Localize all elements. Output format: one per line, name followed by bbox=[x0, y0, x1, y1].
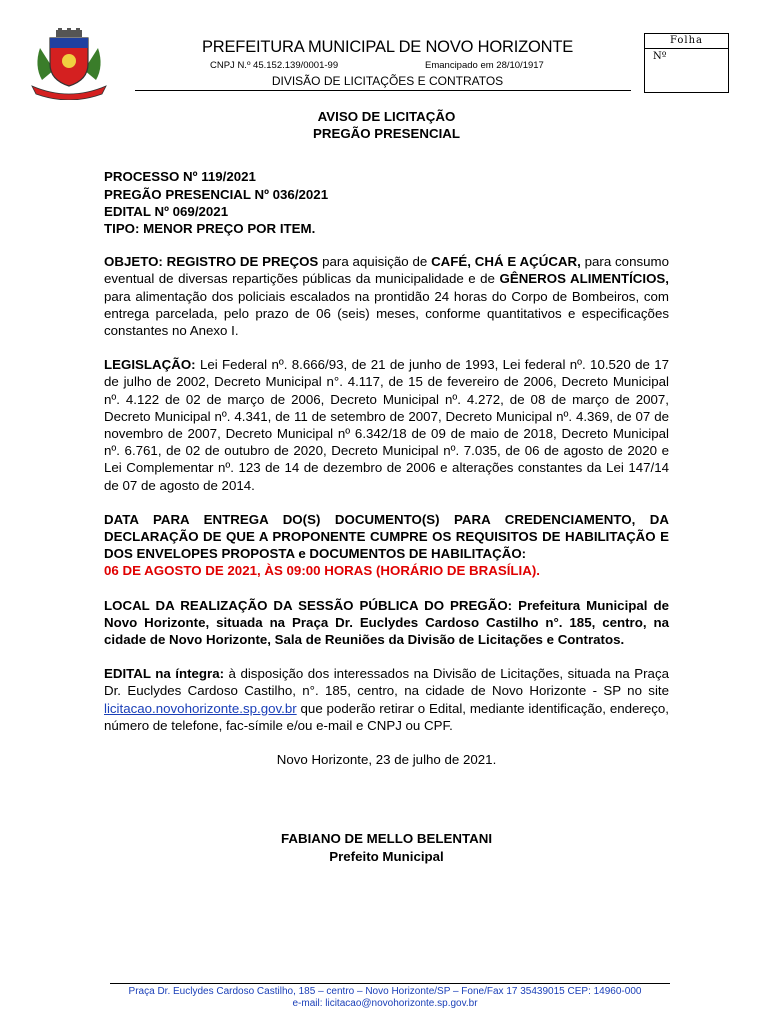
notice-subtitle: PREGÃO PRESENCIAL bbox=[312, 126, 461, 142]
data-entrega-date: 06 DE AGOSTO DE 2021, ÀS 09:00 HORAS (HORÁRIO DE BRASÍLIA). bbox=[104, 563, 540, 579]
edital-integra-text-1: à disposição dos interessados na Divisão de Licitações, situada na Praça Dr. Euclydes Cardoso Castilho, n°. 185, centro, na cidade de Novo Horizonte - SP no site bbox=[104, 666, 669, 699]
header-emancipado: Emancipado em 28/10/1917 bbox=[425, 60, 544, 71]
edital-site-link[interactable]: licitacao.novohorizonte.sp.gov.br bbox=[104, 700, 297, 716]
objeto-item-2: GÊNEROS ALIMENTÍCIOS, bbox=[499, 271, 669, 287]
objeto-label: OBJETO: REGISTRO DE PREÇOS bbox=[104, 254, 319, 270]
municipal-crest-logo bbox=[28, 28, 110, 100]
footer bbox=[0, 986, 770, 1010]
date-line: Novo Horizonte, 23 de julho de 2021. bbox=[276, 752, 497, 768]
header-title: PREFEITURA MUNICIPAL DE NOVO HORIZONTE bbox=[201, 38, 574, 56]
edital-integra-text-2: que poderão retirar o Edital, mediante identificação, endereço, número de telefone, fac-símile e/ou e-mail e CNPJ ou CPF. bbox=[104, 700, 669, 733]
processo-line: PROCESSO Nº 119/2021 bbox=[104, 169, 256, 185]
objeto-text-3: para alimentação dos policiais escalados na prontidão 24 horas do Corpo de Bombeiros, com entrega parcelada, pelo prazo de 06 (seis) meses, conforme quantitativos e especificações constantes no Anexo I. bbox=[104, 288, 669, 339]
edital-integra-label: EDITAL na íntegra: bbox=[104, 666, 225, 682]
folha-stamp-box bbox=[644, 33, 729, 93]
signature-name: FABIANO DE MELLO BELENTANI bbox=[280, 831, 493, 847]
objeto-item-1: CAFÉ, CHÁ E AÇÚCAR, bbox=[431, 254, 581, 270]
legislacao-label: LEGISLAÇÃO: bbox=[104, 357, 196, 373]
pregao-line: PREGÃO PRESENCIAL Nº 036/2021 bbox=[104, 186, 329, 202]
notice-body bbox=[104, 108, 669, 865]
numero-label: Nº bbox=[653, 51, 667, 62]
folha-label: Folha bbox=[645, 34, 728, 49]
objeto-text-1: para aquisição de bbox=[318, 254, 432, 270]
legislacao-text: Lei Federal nº. 8.666/93, de 21 de junho de 1993, Lei federal nº. 10.520 de 17 de julho de 2002, Decreto Municipal n°. 4.117, de 15 de fevereiro de 2006, Decreto Municipal nº. 4.122 de 02 de março de 2006, Decreto Municipal nº. 4.272, de 08 de março de 2007, Decreto Municipal nº. 4.341, de 11 de setembro de 2007, Decreto Municipal nº. 4.369, de 07 de novembro de 2007, Decreto Municipal nº 6.342/18 de 09 de maio de 2018, Decreto Municipal nº. 6.761, de 02 de outubro de 2020, Decreto Municipal nº. 7.035, de 06 de agosto de 2020 e Lei Complementar nº. 123 de 14 de dezembro de 2006 e alterações constantes da Lei 147/14 de 07 de agosto de 2014. bbox=[104, 357, 669, 493]
header-divider bbox=[135, 90, 631, 91]
data-entrega-paragraph: DATA PARA ENTREGA DO(S) DOCUMENTO(S) PARA CREDENCIAMENTO, DA DECLARAÇÃO DE QUE A PROPONENTE CUMPRE OS REQUISITOS DE HABILITAÇÃO E DOS ENVELOPES PROPOSTA e DOCUMENTOS DE HABILITAÇÃO: bbox=[104, 511, 669, 562]
footer-divider bbox=[110, 983, 670, 984]
footer-address: Praça Dr. Euclydes Cardoso Castilho, 185 – centro – Novo Horizonte/SP – Fone/Fax 17 35439015 CEP: 14960-000 bbox=[128, 986, 642, 997]
notice-title: AVISO DE LICITAÇÃO bbox=[317, 109, 456, 124]
signature-role: Prefeito Municipal bbox=[329, 848, 444, 864]
footer-email: e-mail: licitacao@novohorizonte.sp.gov.br bbox=[292, 998, 478, 1009]
header-division: DIVISÃO DE LICITAÇÕES E CONTRATOS bbox=[271, 74, 504, 88]
local-paragraph: LOCAL DA REALIZAÇÃO DA SESSÃO PÚBLICA DO PREGÃO: Prefeitura Municipal de Novo Horizonte, situada na Praça Dr. Euclydes Cardoso Castilho n°. 185, centro, na cidade de Novo Horizonte, Sala de Reuniões da Divisão de Licitações e Contratos. bbox=[104, 597, 669, 648]
objeto-paragraph bbox=[104, 253, 669, 339]
objeto-text-2: para consumo eventual de diversas repartições públicas da municipalidade e de bbox=[104, 254, 669, 287]
tipo-line: TIPO: MENOR PREÇO POR ITEM. bbox=[104, 221, 316, 237]
edital-line: EDITAL Nº 069/2021 bbox=[104, 203, 229, 219]
legislacao-paragraph bbox=[104, 356, 669, 494]
header-cnpj: CNPJ N.º 45.152.139/0001-99 bbox=[210, 60, 339, 71]
edital-integra-paragraph bbox=[104, 665, 669, 734]
